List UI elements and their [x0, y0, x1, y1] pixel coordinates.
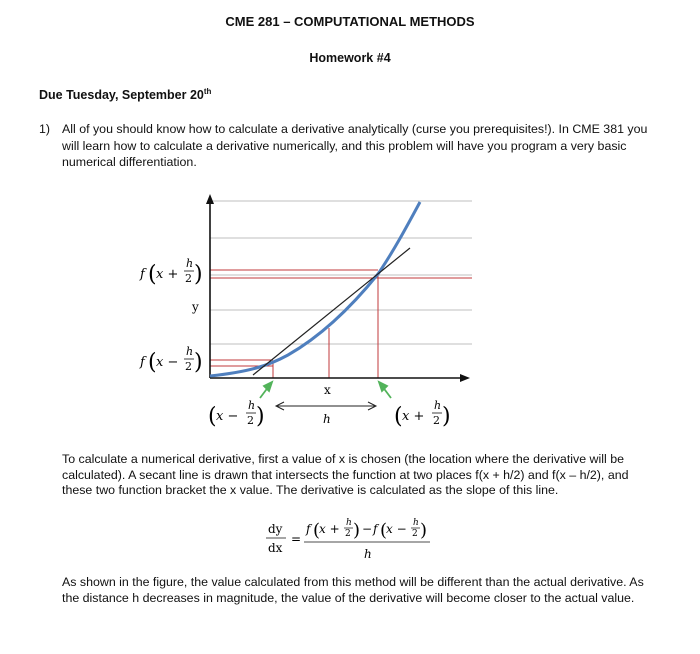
- equals-sign: =: [291, 532, 302, 546]
- x-label: x: [324, 383, 331, 397]
- y-label: y: [192, 300, 199, 314]
- svg-text:(: (: [313, 520, 321, 541]
- h-num: h: [434, 399, 442, 412]
- h-den: 2: [247, 414, 254, 427]
- homework-number: Homework #4: [309, 51, 391, 65]
- inner-text: x +: [402, 409, 425, 424]
- h-num: h: [186, 257, 194, 270]
- label-x-minus-half-h: [208, 399, 265, 429]
- h-num: h: [186, 345, 194, 358]
- f-letter: f: [140, 355, 145, 370]
- h-num: h: [248, 399, 256, 412]
- svg-text:): ): [256, 404, 265, 429]
- inner2-text: x −: [386, 522, 407, 536]
- label-f-x-minus-half-h: [139, 345, 203, 375]
- frac2-num: h: [413, 518, 419, 528]
- minus-sign: −: [362, 522, 373, 536]
- svg-text:): ): [194, 350, 203, 375]
- derivative-figure: [138, 190, 478, 440]
- due-date-text: Due Tuesday, September 20: [39, 88, 204, 103]
- inner1-text: x +: [319, 522, 340, 536]
- svg-text:): ): [442, 404, 451, 429]
- paragraph-secant-explanation: To calculate a numerical derivative, first a value of x is chosen (the location where the derivative will be calculated). A secant line is drawn that intersects the function at two places f(x + h/2) and f(x – h/2), and these two function bracket the x value. The derivative is calculated as the slope of this line.: [62, 452, 629, 497]
- svg-text:): ): [420, 520, 428, 541]
- frac1-num: h: [346, 518, 352, 528]
- dy-text: dy: [268, 522, 283, 536]
- problem-number: 1): [39, 122, 51, 136]
- f-letter: f: [140, 267, 145, 282]
- inner-text: x +: [156, 267, 179, 282]
- h-span-arrow: [276, 402, 376, 410]
- svg-text:(: (: [208, 404, 217, 429]
- label-f-x-plus-half-h: [139, 257, 203, 287]
- secant-line: [253, 248, 410, 375]
- grid-lines: [210, 201, 472, 344]
- h-label: h: [323, 412, 331, 426]
- f1-letter: f: [306, 522, 311, 536]
- svg-text:): ): [353, 520, 361, 541]
- problem-1-text: All of you should know how to calculate a derivative analytically (curse you prerequisites!). In CME 381 you will learn how to calculate a derivative numerically, and this problem will have you program a very basic numerical differentiation.: [62, 122, 648, 169]
- inner-text: x −: [156, 355, 179, 370]
- paragraph-conclusion: As shown in the figure, the value calculated from this method will be different than the actual derivative. As the distance h decreases in magnitude, the value of the derivative will become closer to the actual value.: [62, 575, 644, 605]
- function-curve: [210, 202, 420, 376]
- x-axis-arrowhead: [460, 374, 470, 382]
- dx-text: dx: [268, 541, 283, 555]
- function-value-lines: [210, 270, 472, 378]
- due-date: [39, 87, 211, 102]
- y-axis-arrowhead: [206, 194, 214, 204]
- svg-text:(: (: [380, 520, 388, 541]
- svg-text:(: (: [394, 404, 403, 429]
- derivative-formula: [262, 514, 462, 564]
- h-den: 2: [433, 414, 440, 427]
- h-den: 2: [185, 360, 192, 373]
- frac1-den: 2: [345, 529, 351, 539]
- denominator-h: h: [364, 547, 372, 561]
- frac2-den: 2: [412, 529, 418, 539]
- axes: [210, 200, 464, 378]
- svg-text:(: (: [148, 262, 157, 287]
- document-title: CME 281 – COMPUTATIONAL METHODS: [225, 14, 475, 29]
- due-date-suffix: th: [203, 87, 212, 96]
- h-den: 2: [185, 272, 192, 285]
- svg-text:(: (: [148, 350, 157, 375]
- label-x-plus-half-h: [394, 399, 451, 429]
- f2-letter: f: [373, 522, 378, 536]
- inner-text: x −: [216, 409, 239, 424]
- svg-text:): ): [194, 262, 203, 287]
